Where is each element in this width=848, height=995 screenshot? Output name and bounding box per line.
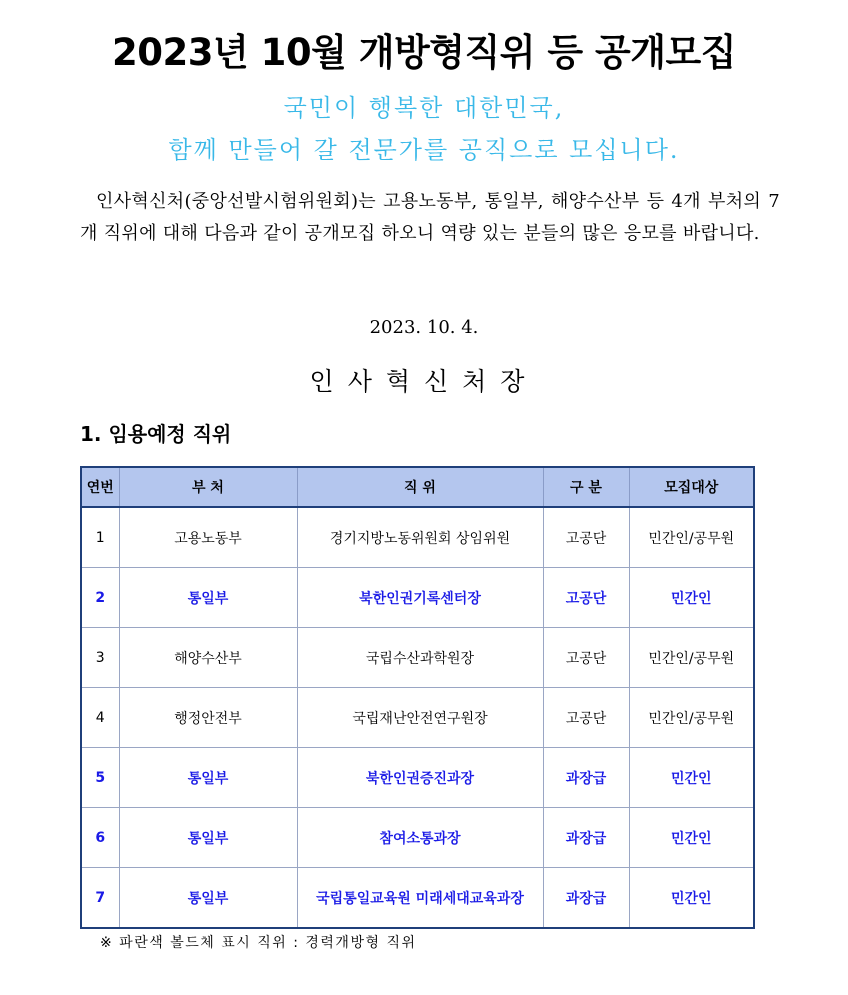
cell-position: 경기지방노동위원회 상임위원 (297, 507, 543, 568)
cell-ministry: 통일부 (119, 808, 297, 868)
positions-table (80, 466, 755, 929)
cell-target: 민간인/공무원 (629, 507, 754, 568)
header-no: 연번 (81, 467, 119, 507)
table-row (81, 808, 754, 868)
cell-grade: 고공단 (543, 568, 629, 628)
footnote: ※ 파란색 볼드체 표시 직위 : 경력개방형 직위 (100, 935, 417, 951)
cell-ministry: 해양수산부 (119, 628, 297, 688)
cell-grade: 고공단 (543, 688, 629, 748)
cell-target: 민간인 (629, 808, 754, 868)
cell-ministry: 통일부 (119, 748, 297, 808)
cell-position: 국립재난안전연구원장 (297, 688, 543, 748)
page-title: 2023년 10월 개방형직위 등 공개모집 (112, 31, 736, 74)
table-row (81, 688, 754, 748)
header-target: 모집대상 (629, 467, 754, 507)
intro-paragraph: 인사혁신처(중앙선발시험위원회)는 고용노동부, 통일부, 해양수산부 등 4개 부처의 7개 직위에 대해 다음과 같이 공개모집 하오니 역량 있는 분들의 많은 응모를 바랍니다. (80, 191, 780, 244)
announcement-date: 2023. 10. 4. (369, 317, 479, 338)
cell-target: 민간인/공무원 (629, 628, 754, 688)
cell-ministry: 행정안전부 (119, 688, 297, 748)
cell-position: 북한인권기록센터장 (297, 568, 543, 628)
cell-no: 3 (81, 628, 119, 688)
cell-ministry: 통일부 (119, 868, 297, 929)
cell-no: 2 (81, 568, 119, 628)
cell-position: 국립수산과학원장 (297, 628, 543, 688)
cell-no: 1 (81, 507, 119, 568)
cell-no: 6 (81, 808, 119, 868)
table-header-row (81, 467, 754, 507)
header-grade: 구 분 (543, 467, 629, 507)
cell-position: 국립통일교육원 미래세대교육과장 (297, 868, 543, 929)
section-title: 1. 임용예정 직위 (80, 422, 232, 446)
cell-target: 민간인 (629, 748, 754, 808)
cell-target: 민간인/공무원 (629, 688, 754, 748)
subtitle-line-2: 함께 만들어 갈 전문가를 공직으로 모십니다. (168, 136, 680, 164)
cell-target: 민간인 (629, 868, 754, 929)
cell-no: 7 (81, 868, 119, 929)
table-row (81, 868, 754, 929)
cell-no: 5 (81, 748, 119, 808)
cell-ministry: 통일부 (119, 568, 297, 628)
cell-no: 4 (81, 688, 119, 748)
table-row (81, 748, 754, 808)
table-row (81, 568, 754, 628)
cell-grade: 고공단 (543, 628, 629, 688)
cell-position: 북한인권증진과장 (297, 748, 543, 808)
header-position: 직 위 (297, 467, 543, 507)
table-row (81, 507, 754, 568)
cell-grade: 과장급 (543, 748, 629, 808)
cell-grade: 고공단 (543, 507, 629, 568)
signer-name: 인사혁신처장 (309, 367, 539, 396)
subtitle-line-1: 국민이 행복한 대한민국, (283, 94, 565, 122)
cell-position: 참여소통과장 (297, 808, 543, 868)
header-ministry: 부 처 (119, 467, 297, 507)
cell-grade: 과장급 (543, 868, 629, 929)
table-row (81, 628, 754, 688)
cell-grade: 과장급 (543, 808, 629, 868)
cell-ministry: 고용노동부 (119, 507, 297, 568)
cell-target: 민간인 (629, 568, 754, 628)
